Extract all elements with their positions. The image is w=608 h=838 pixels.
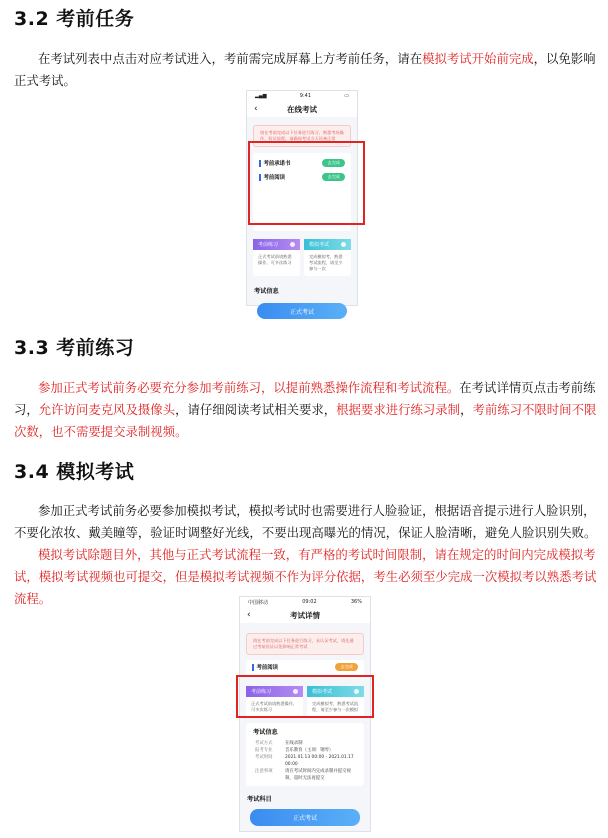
task-row[interactable] [246, 660, 364, 674]
carrier: 中国移动 [248, 599, 269, 606]
info-row [246, 768, 364, 782]
notice-banner: 请在考前完成以下任务进行练习，熟悉考场操作、验证流程，请确保考试当天设备正常 [253, 125, 351, 147]
signal-icon: ▂▄▆ [255, 93, 267, 99]
practice-cards [253, 239, 351, 276]
mock-exam-title: 模拟考试 [309, 242, 330, 248]
formal-exam-button[interactable]: 正式考试 [257, 303, 347, 319]
highlight-box [248, 141, 365, 225]
highlight-text: 考前练习不限时间不限次数，也不需要提交录制视频。 [14, 402, 597, 439]
exam-info-card [246, 723, 364, 786]
text: ，请仔细阅读考试相关要求， [175, 402, 337, 417]
section-heading-3-3: 3.3 考前练习 [14, 337, 135, 359]
task-card [246, 660, 364, 676]
mock-exam-card[interactable] [304, 239, 351, 276]
battery-icon: ▭ [344, 93, 349, 99]
text: ， [460, 402, 473, 417]
highlight-text: 允许访问麦克风及摄像头 [38, 402, 176, 417]
formal-exam-button[interactable]: 正式考试 [250, 809, 360, 826]
practice-title: 考前练习 [251, 689, 272, 695]
battery-level: 36% [350, 599, 362, 605]
task-action-button[interactable]: 去完成 [335, 663, 358, 671]
info-value: 请在考试时间内完成录制并提交视频，超时无法再提交 [285, 769, 351, 781]
paragraph-3-4-a: 参加正式考试前务必要参加模拟考试，模拟考试时也需要进行人脸验证，根据语音提示进行人脸识别，不要化浓妆、戴美瞳等，验证时调整好光线，不要出现高曝光的情况，保证人脸清晰，避免人脸识别失败。 [14, 503, 597, 540]
back-icon[interactable]: ‹ [254, 104, 258, 114]
info-key: 考试时间 [255, 755, 273, 760]
mock-exam-title: 模拟考试 [312, 689, 333, 695]
arrow-icon [341, 242, 346, 247]
highlight-box [236, 675, 374, 718]
highlight-text: 根据要求进行练习录制 [336, 402, 461, 417]
info-row [246, 754, 364, 768]
practice-desc: 正式考试前请熟悉操作，可多次练习 [251, 701, 298, 712]
text: ，以免影响正式考试。 [14, 51, 596, 88]
info-row [246, 740, 364, 747]
info-key: 考试方式 [255, 741, 273, 746]
practice-title: 考前练习 [258, 242, 279, 248]
exam-subject-title: 考试科目 [247, 796, 272, 803]
section-heading-3-2: 3.2 考前任务 [14, 8, 135, 30]
task-action-button[interactable]: 去完成 [322, 159, 345, 167]
nav-bar [240, 607, 370, 623]
exam-info-title: 考试信息 [253, 729, 278, 736]
accent-bar [252, 664, 254, 671]
text: 在考试详情页点击考前练习， [14, 380, 596, 417]
highlight-text: 模拟考试开始前完成 [422, 51, 534, 66]
info-value: 在线录制 [285, 741, 303, 746]
notice-banner: 请在考前完成以下任务进行练习，未认证考试，请先通过考前验证以免影响正常考试 [246, 633, 364, 655]
paragraph-3-4-b: 模拟考试除题目外，其他与正式考试流程一致，有严格的考试时间限制，请在规定的时间内完成模拟考试，模拟考试视频也可提交，但是模拟考试视频不作为评分依据，考生必须至少完成一次模拟考以熟悉考试流程。 [14, 547, 597, 606]
status-time: 09:02 [302, 599, 317, 605]
task-label: 考前承诺书 [263, 161, 291, 167]
screen-title: 在线考试 [287, 104, 317, 114]
info-key: 注意事项 [255, 769, 273, 774]
exam-info-title: 考试信息 [254, 288, 279, 295]
screen-title: 考试详情 [290, 610, 320, 620]
task-label: 考前阅读 [256, 665, 279, 671]
status-bar [247, 91, 357, 101]
task-action-button[interactable]: 去完成 [322, 173, 345, 181]
task-label: 考前阅读 [263, 175, 286, 181]
highlight-text: 参加正式考试前务必要充分参加考前练习，以提前熟悉操作流程和考试流程。 [38, 380, 460, 395]
info-value: 音乐教育（主项：钢琴） [285, 748, 334, 753]
paragraph-3-3 [14, 377, 602, 443]
paragraph-3-2 [14, 48, 602, 92]
arrow-icon [290, 242, 295, 247]
info-key: 报考专业 [255, 748, 273, 753]
info-row [246, 747, 364, 754]
text: 在考试列表中点击对应考试进入，考前需完成屏幕上方考前任务，请在 [38, 51, 423, 66]
status-bar [240, 597, 370, 607]
practice-desc: 正式考试前请熟悉操作，可多次练习 [258, 254, 292, 265]
mock-exam-desc: 完成模拟考，熟悉考试流程，请至少参与一次 [309, 254, 343, 271]
status-time: 9:41 [299, 93, 312, 99]
nav-bar [247, 101, 357, 117]
back-icon[interactable]: ‹ [247, 610, 251, 620]
mock-exam-desc: 完成模拟考，熟悉考试流程，请至少参与一次模拟 [312, 701, 359, 712]
section-heading-3-4: 3.4 模拟考试 [14, 461, 135, 483]
info-value: 2021.01.13 00:00 - 2021.01.17 00:00 [285, 755, 354, 767]
practice-card[interactable] [253, 239, 300, 276]
